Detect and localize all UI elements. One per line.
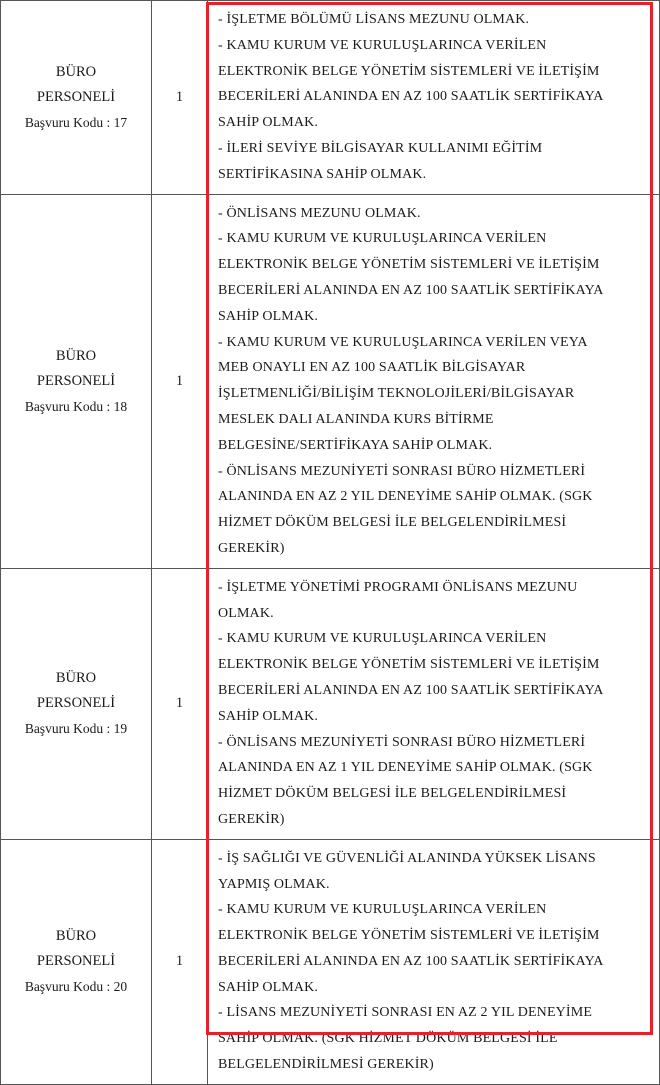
application-code: Başvuru Kodu : 18 bbox=[24, 398, 128, 414]
requirement-line: - İŞLETME YÖNETİMİ PROGRAMI ÖNLİSANS MEZUNU bbox=[218, 579, 578, 595]
requirement-line: YAPMIŞ OLMAK. bbox=[218, 876, 330, 892]
requirement-line: GEREKİR) bbox=[218, 811, 285, 827]
position-cell bbox=[1, 194, 152, 568]
table-row bbox=[1, 194, 660, 568]
position-title-line-2: PERSONELİ bbox=[36, 953, 116, 970]
position-cell bbox=[1, 839, 152, 1084]
position-title-line-1: BÜRO bbox=[55, 347, 97, 364]
requirement-line: SAHİP OLMAK. bbox=[218, 979, 319, 995]
requirements-cell bbox=[208, 1, 660, 195]
requirement-line: BECERİLERİ ALANINDA EN AZ 100 SAATLİK SERTİFİKAYA bbox=[218, 953, 604, 969]
requirement-line: - KAMU KURUM VE KURULUŞLARINCA VERİLEN VEYA bbox=[218, 334, 588, 350]
requirement-line: - ÖNLİSANS MEZUNİYETİ SONRASI BÜRO HİZMETLERİ bbox=[218, 463, 586, 479]
requirement-line: - İŞLETME BÖLÜMÜ LİSANS MEZUNU OLMAK. bbox=[218, 12, 530, 27]
requirement-line: BECERİLERİ ALANINDA EN AZ 100 SAATLİK SERTİFİKAYA bbox=[218, 89, 604, 105]
requirements-cell bbox=[208, 568, 660, 839]
requirement-line: - KAMU KURUM VE KURULUŞLARINCA VERİLEN bbox=[218, 902, 547, 918]
requirement-line: - ÖNLİSANS MEZUNİYETİ SONRASI BÜRO HİZMETLERİ bbox=[218, 734, 586, 750]
requirement-line: SAHİP OLMAK. bbox=[218, 308, 319, 324]
requirement-line: - ÖNLİSANS MEZUNU OLMAK. bbox=[218, 205, 421, 221]
requirement-line: - KAMU KURUM VE KURULUŞLARINCA VERİLEN bbox=[218, 231, 547, 247]
table-row bbox=[1, 1, 660, 195]
requirement-line: SAHİP OLMAK. bbox=[218, 115, 319, 131]
requirement-line: HİZMET DÖKÜM BELGESİ İLE BELGELENDİRİLMESİ bbox=[218, 786, 567, 802]
requirement-line: ELEKTRONİK BELGE YÖNETİM SİSTEMLERİ VE İLETİŞİM bbox=[218, 257, 600, 273]
requirements-cell bbox=[208, 839, 660, 1084]
requirements-cell bbox=[208, 194, 660, 568]
requirement-line: OLMAK. bbox=[218, 605, 274, 621]
position-title-line-2: PERSONELİ bbox=[36, 372, 116, 389]
application-code: Başvuru Kodu : 19 bbox=[24, 721, 128, 737]
requirement-line: BELGESİNE/SERTİFİKAYA SAHİP OLMAK. bbox=[218, 437, 493, 453]
requirement-line: ELEKTRONİK BELGE YÖNETİM SİSTEMLERİ VE İLETİŞİM bbox=[218, 928, 600, 944]
position-title-line-2: PERSONELİ bbox=[36, 88, 116, 105]
requirement-line: - İŞ SAĞLIĞI VE GÜVENLİĞİ ALANINDA YÜKSEK LİSANS bbox=[218, 850, 596, 866]
requirement-line: MESLEK DALI ALANINDA KURS BİTİRME bbox=[218, 411, 494, 427]
requirement-line: SAHİP OLMAK. (SGK HİZMET DÖKÜM BELGESİ İLE bbox=[218, 1031, 558, 1047]
count-cell: 1 bbox=[152, 568, 208, 839]
requirement-line: SERTİFİKASINA SAHİP OLMAK. bbox=[218, 166, 427, 182]
requirement-line: HİZMET DÖKÜM BELGESİ İLE BELGELENDİRİLMESİ bbox=[218, 515, 567, 531]
position-title-line-2: PERSONELİ bbox=[36, 695, 116, 712]
requirement-line: ALANINDA EN AZ 2 YIL DENEYİME SAHİP OLMAK. (SGK bbox=[218, 489, 593, 505]
position-title-line-1: BÜRO bbox=[55, 928, 97, 945]
table-row bbox=[1, 568, 660, 839]
requirement-line: - KAMU KURUM VE KURULUŞLARINCA VERİLEN bbox=[218, 631, 547, 647]
requirement-line: BECERİLERİ ALANINDA EN AZ 100 SAATLİK SERTİFİKAYA bbox=[218, 682, 604, 698]
count-cell: 1 bbox=[152, 839, 208, 1084]
position-cell bbox=[1, 1, 152, 195]
requirement-line: MEB ONAYLI EN AZ 100 SAATLİK BİLGİSAYAR bbox=[218, 360, 526, 376]
requirement-line: - İLERİ SEVİYE BİLGİSAYAR KULLANIMI EĞİTİM bbox=[218, 140, 543, 156]
position-title-line-1: BÜRO bbox=[55, 670, 97, 687]
count-cell: 1 bbox=[152, 194, 208, 568]
position-title-line-1: BÜRO bbox=[55, 63, 97, 80]
requirement-line: ELEKTRONİK BELGE YÖNETİM SİSTEMLERİ VE İLETİŞİM bbox=[218, 63, 600, 79]
requirement-line: ALANINDA EN AZ 1 YIL DENEYİME SAHİP OLMAK. (SGK bbox=[218, 760, 593, 776]
requirement-line: GEREKİR) bbox=[218, 540, 285, 556]
requirement-line: ELEKTRONİK BELGE YÖNETİM SİSTEMLERİ VE İLETİŞİM bbox=[218, 657, 600, 673]
application-code: Başvuru Kodu : 17 bbox=[24, 114, 128, 130]
table-row bbox=[1, 839, 660, 1084]
requirement-line: - KAMU KURUM VE KURULUŞLARINCA VERİLEN bbox=[218, 37, 547, 53]
requirement-line: - LİSANS MEZUNİYETİ SONRASI EN AZ 2 YIL DENEYİME bbox=[218, 1005, 593, 1021]
requirement-line: BECERİLERİ ALANINDA EN AZ 100 SAATLİK SERTİFİKAYA bbox=[218, 282, 604, 298]
requirement-line: SAHİP OLMAK. bbox=[218, 708, 319, 724]
position-cell bbox=[1, 568, 152, 839]
requirement-line: İŞLETMENLİĞİ/BİLİŞİM TEKNOLOJİLERİ/BİLGİSAYAR bbox=[218, 386, 575, 402]
count-cell: 1 bbox=[152, 1, 208, 195]
application-code: Başvuru Kodu : 20 bbox=[24, 979, 128, 995]
requirement-line: BELGELENDİRİLMESİ GEREKİR) bbox=[218, 1057, 434, 1073]
